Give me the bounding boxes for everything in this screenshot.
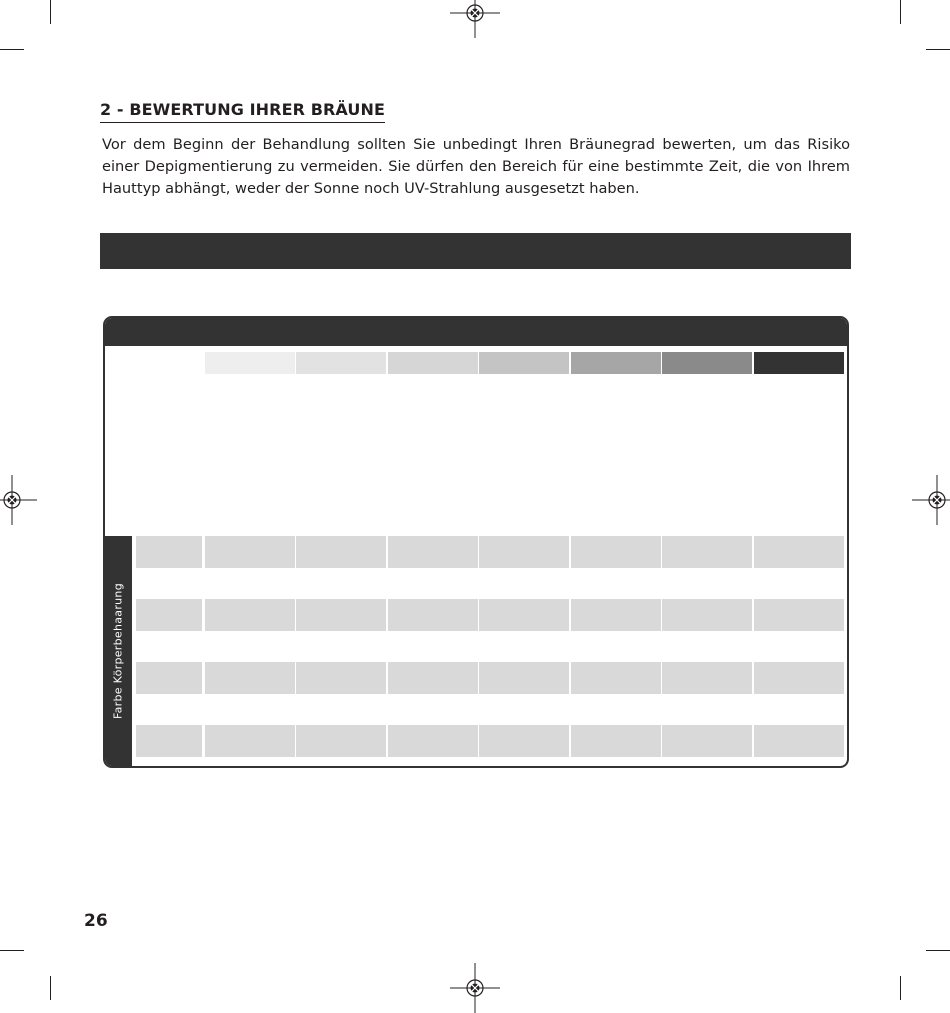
table-cell: [388, 725, 478, 757]
table-cell: [479, 599, 569, 631]
table-cell: [571, 662, 661, 694]
table-cell: [296, 725, 386, 757]
skin-tone-swatch: [571, 352, 661, 374]
table-cell: [479, 725, 569, 757]
table-cell: [571, 536, 661, 568]
table-cell: [296, 599, 386, 631]
crop-mark-bottom-right-v: [900, 976, 901, 1000]
crop-mark-bottom-left-h: [0, 950, 24, 951]
registration-mark-bottom-icon: [450, 963, 500, 1013]
skin-tone-swatch: [479, 352, 569, 374]
crop-mark-bottom-right-h: [926, 950, 950, 951]
table-cell: [754, 599, 844, 631]
hair-color-label-cell: [136, 599, 202, 631]
hair-color-label-cell: [136, 662, 202, 694]
table-cell: [662, 725, 752, 757]
table-cell: [754, 725, 844, 757]
hair-color-label-cell: [136, 536, 202, 568]
side-label-column: [105, 536, 132, 766]
crop-mark-top-right-h: [926, 49, 950, 50]
registration-mark-left-icon: [0, 475, 37, 525]
table-cell: [571, 725, 661, 757]
registration-mark-right-icon: [912, 475, 950, 525]
table-cell: [662, 599, 752, 631]
table-cell: [571, 599, 661, 631]
table-cell: [296, 662, 386, 694]
tan-assessment-table: [103, 316, 849, 768]
table-cell: [479, 536, 569, 568]
table-cell: [205, 725, 295, 757]
crop-mark-bottom-left-v: [50, 976, 51, 1000]
table-cell: [205, 599, 295, 631]
skin-tone-swatch: [296, 352, 386, 374]
crop-mark-top-left-v: [50, 0, 51, 24]
table-header-bar: [105, 318, 847, 346]
hair-color-label-cell: [136, 725, 202, 757]
crop-mark-top-left-h: [0, 49, 24, 50]
section-title: 2 - BEWERTUNG IHRER BRÄUNE: [100, 100, 385, 123]
crop-mark-top-right-v: [900, 0, 901, 24]
table-cell: [754, 536, 844, 568]
skin-tone-swatch: [205, 352, 295, 374]
skin-tone-swatch: [662, 352, 752, 374]
table-cell: [388, 599, 478, 631]
table-title-bar: [100, 233, 851, 269]
page-number: 26: [84, 911, 108, 931]
skin-tone-swatch: [388, 352, 478, 374]
table-cell: [388, 662, 478, 694]
table-cell: [388, 536, 478, 568]
table-cell: [662, 662, 752, 694]
table-cell: [662, 536, 752, 568]
table-cell: [754, 662, 844, 694]
table-cell: [296, 536, 386, 568]
intro-paragraph: Vor dem Beginn der Behandlung sollten Sie unbedingt Ihren Bräunegrad bewerten, um das Risiko einer Depigmentierung zu vermeiden. Sie dürfen den Bereich für eine bestimmte Zeit, die von Ihrem Hauttyp abhängt, weder der Sonne noch UV-Strahlung ausgesetzt haben.: [102, 136, 850, 197]
table-cell: [205, 662, 295, 694]
registration-mark-top-icon: [450, 0, 500, 38]
table-cell: [205, 536, 295, 568]
table-cell: [479, 662, 569, 694]
skin-tone-swatch: [754, 352, 844, 374]
side-label-text: Farbe Körperbehaarung: [111, 583, 125, 719]
